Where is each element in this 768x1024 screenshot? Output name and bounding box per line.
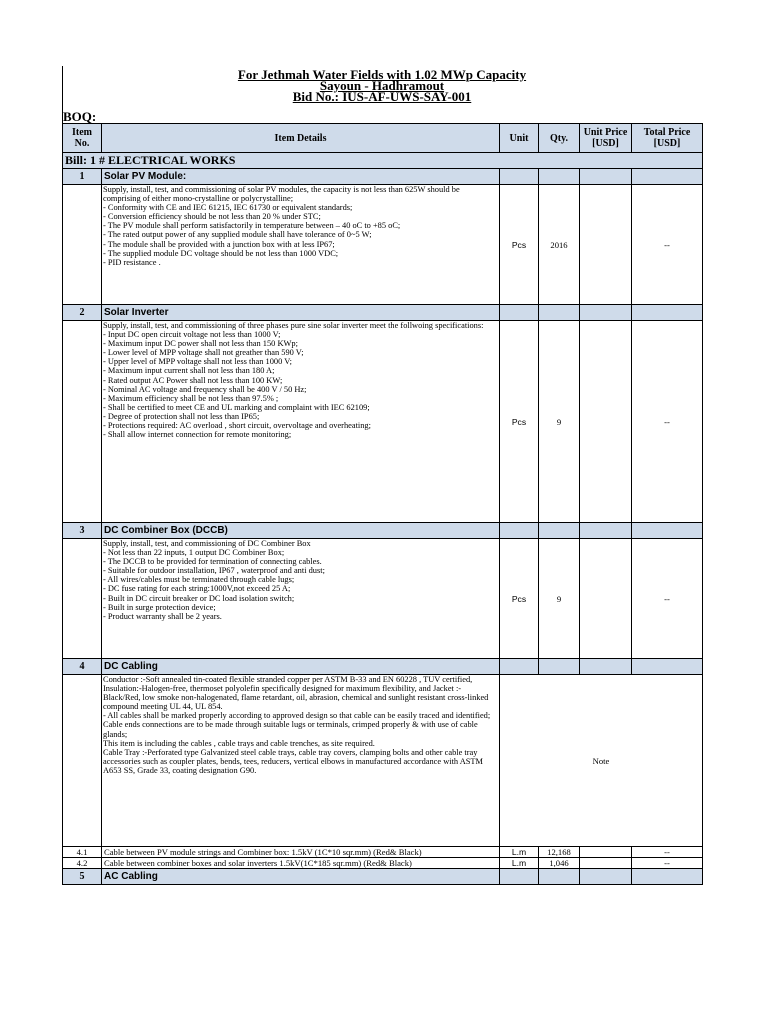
item-description: Conductor :-Soft annealed tin-coated flexible stranded copper per ASTM B-33 and EN 60228 , TUV certified, Insulation:-Halogen-free, thermoset polyolefin specifically designed for maximum flexibility, and Jacket :- Black/Red, low smoke non-halogenated, flame retardant, oil, abrasion, chemical and sunlight resistant cross-linked compound meeting UL 44, UL 854. - All cables shall be marked properly according to approved design so that cable can be easily traced and identified; Cable ends connections are to be made through suitable lugs or terminals, crimped properly & with use of cable glands; This item is including the cables , cable trays and cable trenches, as site required. Cable Tray :-Perforated type Galvanized steel cable trays, cable tray covers, clamping bolts and other cable tray accessories such as coupler plates, bends, tees, reducers, vertical elbows in manufactured accordance with ASTM A653 SS, Grade 33, coating designation G90.	[102, 675, 500, 847]
col-header-qty: Qty.	[539, 124, 580, 153]
col-header-item-no: Item No.	[63, 124, 102, 153]
section-row	[63, 305, 703, 321]
item-unit-price	[580, 185, 632, 305]
item-total-price: --	[632, 321, 703, 523]
sub-item-qty: 12,168	[539, 847, 580, 858]
item-description: Supply, install, test, and commissioning of three phases pure sine solar inverter meet the follwoing specifications: - Input DC open circuit voltage not less than 1000 V; - Maximum input DC power shall not less than 150 KWp; - Lower level of MPP voltage shall not greather than 590 V; - Upper level of MPP voltage shall not less than 1000 V; - Maximum input current shall not less than 180 A; - Rated output AC Power shall not less than 100 KW; - Nominal AC voltage and frequency shall be 400 V / 50 Hz; - Maximum efficiency shall be not less than 97.5% ; - Shall be certified to meet CE and UL marking and complaint with IEC 62109; - Degree of protection shall not less than IP65; - Protections required: AC overload , short circuit, overvoltage and overheating; - Shall allow internet connection for remote monitoring;	[102, 321, 500, 523]
item-unit-price	[580, 321, 632, 523]
item-description: Supply, install, test, and commissioning of DC Combiner Box - Not less than 22 inputs, 1 output DC Combiner Box; - The DCCB to be provided for termination of connecting cables. - Suitable for outdoor installation, IP67 , waterproof and anti dust; - All wires/cables must be terminated through cable lugs; - DC fuse rating for each string:1000V,not exceed 25 A; - Built in DC circuit breaker or DC load isolation switch; - Built in surge protection device; - Product warranty shall be 2 years.	[102, 539, 500, 659]
item-unit: Pcs	[500, 539, 539, 659]
section-row	[63, 169, 703, 185]
section-title: DC Combiner Box (DCCB)	[102, 523, 500, 539]
item-row	[63, 321, 703, 523]
sub-item-unit-price	[580, 847, 632, 858]
sub-item-detail: Cable between PV module strings and Combiner box: 1.5kV (1C*10 sqr.mm) (Red& Black)	[102, 847, 500, 858]
bid-number: Bid No.: IUS-AF-UWS-SAY-001	[292, 89, 472, 104]
sub-item-number: 4.1	[63, 847, 102, 858]
section-number: 4	[63, 659, 102, 675]
item-unit: Pcs	[500, 321, 539, 523]
col-header-unit-price: Unit Price [USD]	[580, 124, 632, 153]
item-qty: 9	[539, 539, 580, 659]
section-number: 3	[63, 523, 102, 539]
sub-item-number: 4.2	[63, 858, 102, 869]
bill-row	[63, 153, 703, 169]
sub-item-total-price: --	[632, 858, 703, 869]
section-title: Solar PV Module:	[102, 169, 500, 185]
sub-item-row	[63, 847, 703, 858]
project-location: Sayoun - Hadhramout	[319, 78, 445, 93]
boq-table	[62, 123, 703, 885]
sub-item-unit: L.m	[500, 847, 539, 858]
sub-item-qty: 1,046	[539, 858, 580, 869]
item-row	[63, 539, 703, 659]
bill-label: Bill: 1 # ELECTRICAL WORKS	[63, 153, 703, 169]
section-title: AC Cabling	[102, 869, 500, 885]
item-description: Supply, install, test, and commissioning of solar PV modules, the capacity is not less than 625W should be comprising of either mono-crystalline or polycrystalline; - Conformity with CE and IEC 61215, IEC 61730 or equivalent standards; - Conversion efficiency should be not less than 20 % under STC; - The PV module shall perform satisfactorily in temperature between – 40 oC to +85 oC; - The rated output power of any supplied module shall have tolerance of 0~5 W; - The module shall be provided with a junction box with at less IP67; - The supplied module DC voltage should be not less than 1000 VDC; - PID resistance .	[102, 185, 500, 305]
item-qty: 9	[539, 321, 580, 523]
section-row	[63, 869, 703, 885]
sub-item-unit: L.m	[500, 858, 539, 869]
document-header	[62, 69, 702, 102]
item-total-price: --	[632, 539, 703, 659]
item-unit: Pcs	[500, 185, 539, 305]
col-header-total-price: Total Price [USD]	[632, 124, 703, 153]
section-row	[63, 659, 703, 675]
item-qty: 2016	[539, 185, 580, 305]
section-row	[63, 523, 703, 539]
item-row	[63, 675, 703, 847]
project-title: For Jethmah Water Fields with 1.02 MWp Capacity	[237, 67, 527, 82]
item-row	[63, 185, 703, 305]
boq-label: BOQ:	[63, 109, 97, 124]
sub-item-row	[63, 858, 703, 869]
section-title: Solar Inverter	[102, 305, 500, 321]
section-number: 2	[63, 305, 102, 321]
item-unit-price	[580, 539, 632, 659]
col-header-item-details: Item Details	[102, 124, 500, 153]
col-header-unit: Unit	[500, 124, 539, 153]
sub-item-unit-price	[580, 858, 632, 869]
section-title: DC Cabling	[102, 659, 500, 675]
section-number: 5	[63, 869, 102, 885]
table-header-row	[63, 124, 703, 153]
sub-item-detail: Cable between combiner boxes and solar inverters 1.5kV(1C*185 sqr.mm) (Red& Black)	[102, 858, 500, 869]
sub-item-total-price: --	[632, 847, 703, 858]
item-note: Note	[500, 675, 703, 847]
item-total-price: --	[632, 185, 703, 305]
section-number: 1	[63, 169, 102, 185]
